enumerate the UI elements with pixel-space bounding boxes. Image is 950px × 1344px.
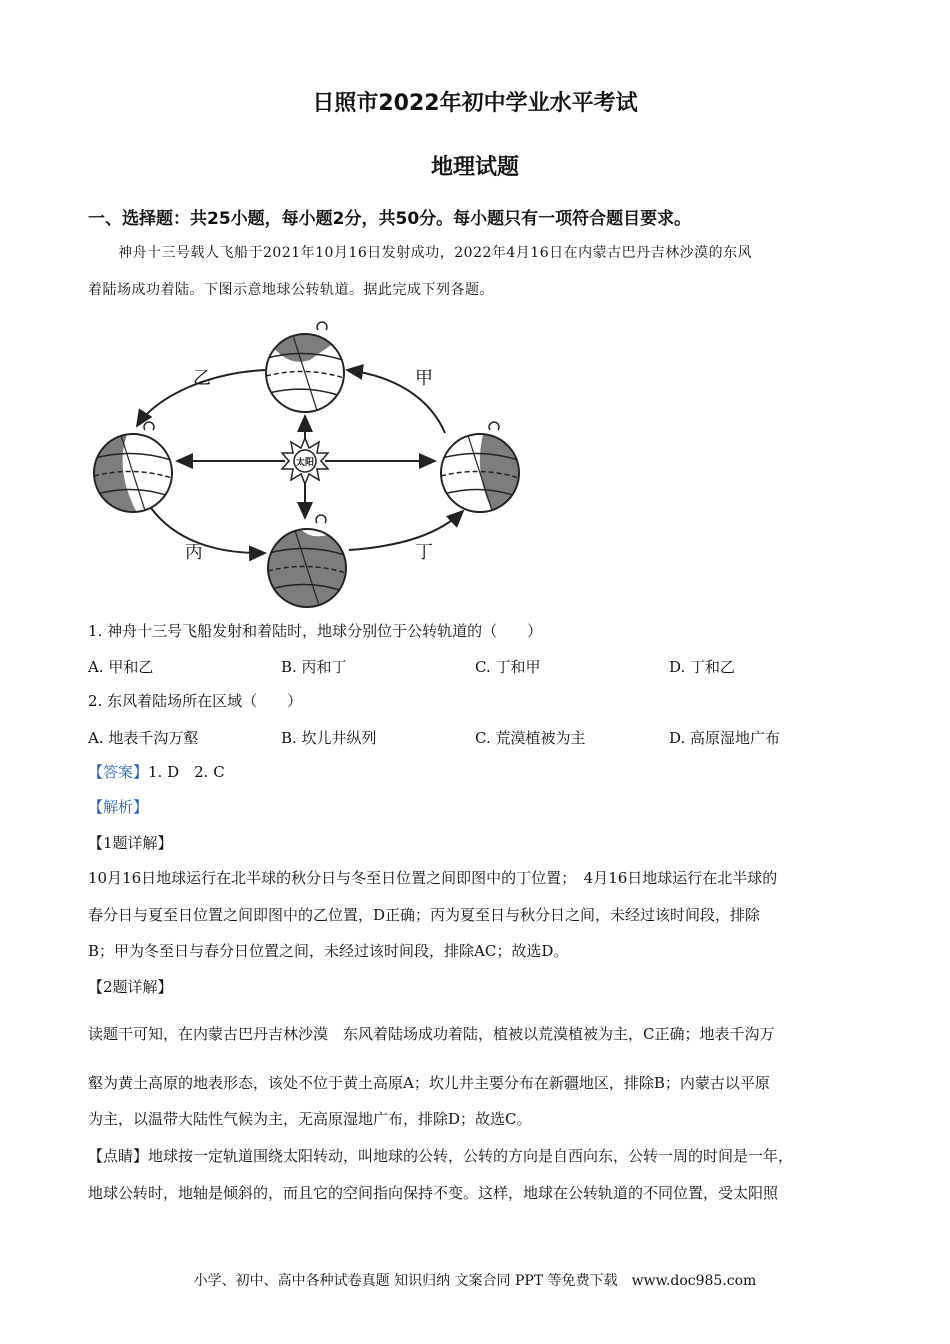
detail1-line-1: 10月16日地球运行在北半球的秋分日与冬至日位置之间即图中的丁位置； 4月16日地球运行在北半球的 <box>88 869 778 887</box>
sun-icon <box>282 438 328 484</box>
earth-right-icon <box>441 422 525 520</box>
earth-winter-icon <box>268 515 347 608</box>
q1-option-c: C. 丁和甲 <box>475 658 541 676</box>
q2-option-d: D. 高原湿地广布 <box>669 729 781 747</box>
q2-option-c: C. 荒漠植被为主 <box>475 729 586 747</box>
analysis-tag: 【解析】 <box>88 798 149 816</box>
earth-left-icon <box>94 422 185 520</box>
detail2-line-1: 读题干可知，在内蒙古巴丹吉林沙漠 东风着陆场成功着陆，植被以荒漠植被为主，C正确；地表千沟万 <box>88 1025 775 1043</box>
tip-line-2: 地球公转时，地轴是倾斜的，而且它的空间指向保持不变。这样，地球在公转轨道的不同位置，受太阳照 <box>88 1184 779 1202</box>
tip-tag: 【点睛】 <box>88 1147 149 1165</box>
label-jia: 甲 <box>415 368 433 389</box>
page-title: 日照市2022年初中学业水平考试 <box>312 91 638 116</box>
q1-option-a: A. 甲和乙 <box>88 658 154 676</box>
label-yi: 乙 <box>193 368 211 389</box>
svg-text:太阳: 太阳 <box>295 458 315 468</box>
q2-option-b: B. 坎儿井纵列 <box>281 729 377 747</box>
intro-line-1: 神舟十三号载人飞船于2021年10月16日发射成功，2022年4月16日在内蒙古巴丹吉林沙漠的东风 <box>118 245 753 261</box>
q1-option-d: D. 丁和乙 <box>669 658 736 676</box>
answer-tag: 【答案】 <box>88 763 149 781</box>
q1-stem: 1. 神舟十三号飞船发射和着陆时，地球分别位于公转轨道的（ ） <box>88 622 543 640</box>
detail2-tag: 【2题详解】 <box>88 978 173 996</box>
section-heading: 一、选择题：共25小题，每小题2分，共50分。每小题只有一项符合题目要求。 <box>88 209 692 229</box>
earth-summer-icon <box>255 322 355 420</box>
q2-option-a: A. 地表千沟万壑 <box>88 729 199 747</box>
answer-value: 1. D 2. C <box>148 763 225 781</box>
detail2-line-2: 壑为黄土高原的地表形态，该处不位于黄土高原A；坎儿井主要分布在新疆地区，排除B；内蒙古以平原 <box>88 1074 770 1092</box>
earth-orbit-diagram <box>85 318 535 608</box>
orbit-arc-ding <box>349 511 463 550</box>
q2-stem: 2. 东风着陆场所在区域（ ） <box>88 692 303 710</box>
detail1-line-3: B；甲为冬至日与春分日位置之间，未经过该时间段，排除AC；故选D。 <box>88 942 569 960</box>
label-bing: 丙 <box>185 542 203 563</box>
q1-option-b: B. 丙和丁 <box>281 658 347 676</box>
answer-line <box>88 762 225 782</box>
tip-line-1: 【点睛】地球按一定轨道围绕太阳转动，叫地球的公转，公转的方向是自西向东，公转一周的时间是一年， <box>88 1147 794 1165</box>
orbit-arc-bing <box>151 508 265 553</box>
intro-line-2: 着陆场成功着陆。下图示意地球公转轨道。据此完成下列各题。 <box>88 282 494 298</box>
detail2-line-3: 为主，以温带大陆性气候为主，无高原湿地广布，排除D；故选C。 <box>88 1110 532 1128</box>
label-ding: 丁 <box>415 542 433 563</box>
detail1-tag: 【1题详解】 <box>88 834 173 852</box>
detail1-line-2: 春分日与夏至日位置之间即图中的乙位置，D正确；丙为夏至日与秋分日之间，未经过该时间段，排除 <box>88 906 761 924</box>
page-subtitle: 地理试题 <box>430 155 519 180</box>
page-footer: 小学、初中、高中各种试卷真题 知识归纳 文案合同 PPT 等免费下载 www.doc985.com <box>193 1273 757 1289</box>
